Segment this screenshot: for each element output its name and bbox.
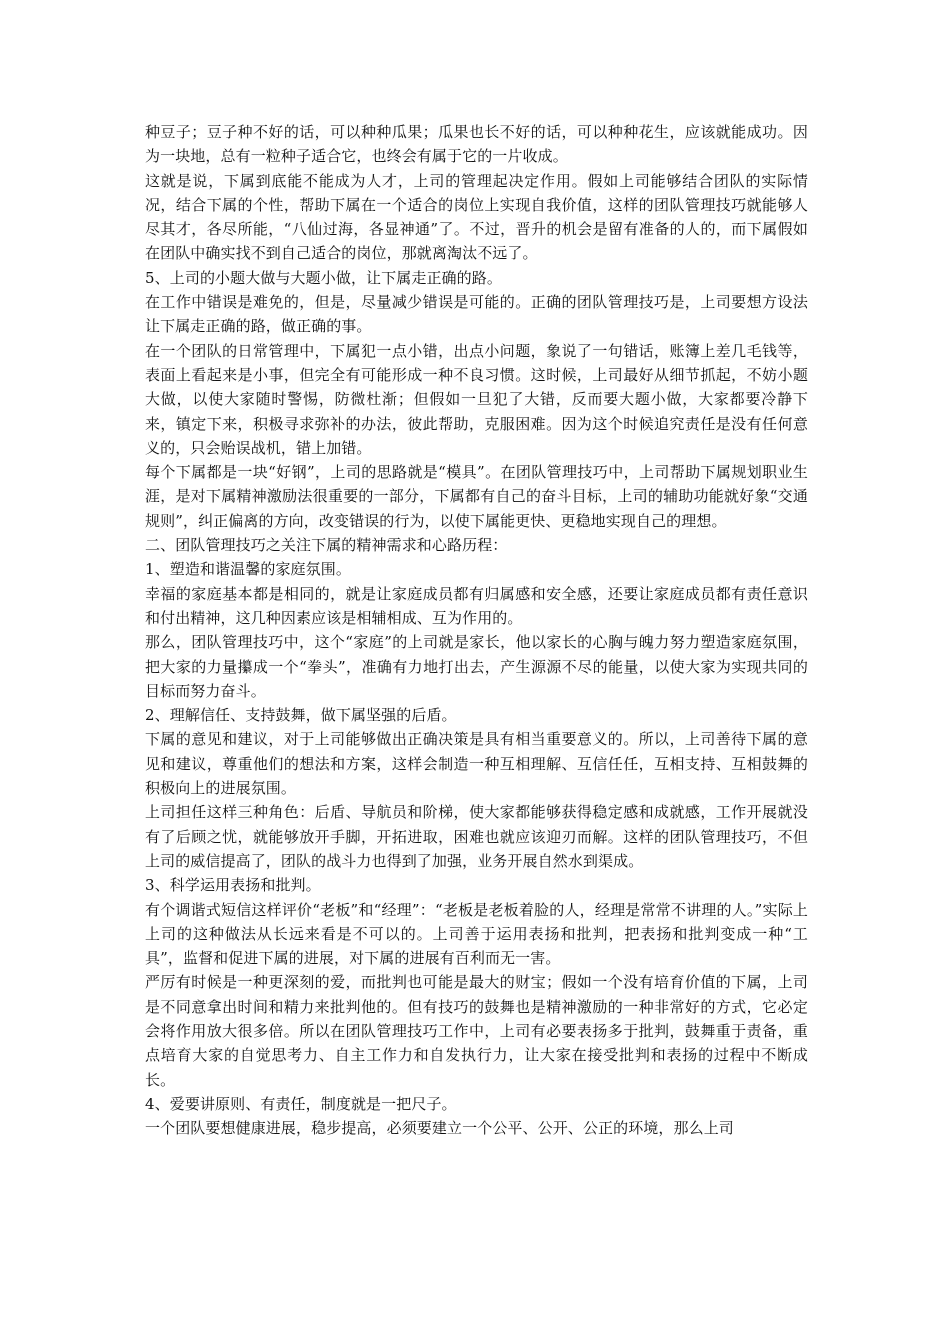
section-heading: 二、团队管理技巧之关注下属的精神需求和心路历程： (145, 536, 508, 555)
document-body (145, 120, 808, 1140)
paragraph: 上司担任这样三种角色：后盾、导航员和阶梯，使大家都能够获得稳定感和成就感，工作开展就没有了后顾之忧，就能够放开手脚，开拓进取，困难也就应该迎刃而解。这样的团队管理技巧，不但上司的威信提高了，团队的战斗力也得到了加强，业务开展自然水到渠成。 (145, 803, 808, 870)
section-heading: 2、理解信任、支持鼓舞，做下属坚强的后盾。 (145, 706, 457, 725)
section-heading: 1、塑造和谐温馨的家庭氛围。 (145, 560, 351, 579)
paragraph: 在一个团队的日常管理中，下属犯一点小错，出点小问题，象说了一句错话，账簿上差几毛钱等，表面上看起来是小事，但完全有可能形成一种不良习惯。这时候，上司最好从细节抓起，不妨小题大做，以使大家随时警惕，防微杜渐；但假如一旦犯了大错，反而要大题小做，大家都要冷静下来，镇定下来，积极寻求弥补的办法，彼此帮助，克服困难。因为这个时候追究责任是没有任何意义的，只会贻误战机，错上加错。 (145, 341, 808, 457)
paragraph: 这就是说，下属到底能不能成为人才，上司的管理起决定作用。假如上司能够结合团队的实际情况，结合下属的个性，帮助下属在一个适合的岗位上实现自我价值，这样的团队管理技巧就能够人尽其才，各尽所能，“八仙过海，各显神通”了。不过，晋升的机会是留有准备的人的，而下属假如在团队中确实找不到自己适合的岗位，那就离淘汰不远了。 (145, 171, 808, 263)
section-heading: 5、上司的小题大做与大题小做，让下属走正确的路。 (145, 268, 502, 287)
paragraph: 幸福的家庭基本都是相同的，就是让家庭成员都有归属感和安全感，还要让家庭成员都有责任意识和付出精神，这几种因素应该是相辅相成、互为作用的。 (145, 584, 808, 627)
paragraph: 每个下属都是一块“好钢”，上司的思路就是“模具”。在团队管理技巧中，上司帮助下属规划职业生涯，是对下属精神激励法很重要的一部分，下属都有自己的奋斗目标，上司的辅助功能就好象“交通规则”，纠正偏离的方向，改变错误的行为，以使下属能更快、更稳地实现自己的理想。 (145, 463, 808, 530)
paragraph: 那么，团队管理技巧中，这个“家庭”的上司就是家长，他以家长的心胸与魄力努力塑造家庭氛围，把大家的力量攥成一个“拳头”，准确有力地打出去，产生源源不尽的能量，以使大家为实现共同的目标而努力奋斗。 (145, 633, 808, 700)
section-heading: 4、爱要讲原则、有责任，制度就是一把尺子。 (145, 1094, 457, 1113)
paragraph: 严厉有时候是一种更深刻的爱，而批判也可能是最大的财宝；假如一个没有培育价值的下属，上司是不同意拿出时间和精力来批判他的。但有技巧的鼓舞也是精神激励的一种非常好的方式，它必定会将作用放大很多倍。所以在团队管理技巧工作中，上司有必要表扬多于批判，鼓舞重于责备，重点培育大家的自觉思考力、自主工作力和自发执行力，让大家在接受批判和表扬的过程中不断成长。 (145, 973, 808, 1089)
paragraph: 种豆子；豆子种不好的话，可以种种瓜果；瓜果也长不好的话，可以种种花生，应该就能成功。因为一块地，总有一粒种子适合它，也终会有属于它的一片收成。 (145, 123, 808, 166)
section-heading: 3、科学运用表扬和批判。 (145, 876, 321, 895)
paragraph: 一个团队要想健康进展，稳步提高，必须要建立一个公平、公开、公正的环境，那么上司 (145, 1119, 734, 1138)
paragraph: 有个调谐式短信这样评价“老板”和“经理”：“老板是老板着脸的人，经理是常常不讲理的人。”实际上上司的这种做法从长远来看是不可以的。上司善于运用表扬和批判，把表扬和批判变成一种“工具”，监督和促进下属的进展，对下属的进展有百利而无一害。 (145, 900, 808, 968)
paragraph: 在工作中错误是难免的，但是，尽量减少错误是可能的。正确的团队管理技巧是，上司要想方设法让下属走正确的路，做正确的事。 (145, 293, 808, 336)
paragraph: 下属的意见和建议，对于上司能够做出正确决策是具有相当重要意义的。所以，上司善待下属的意见和建议，尊重他们的想法和方案，这样会制造一种互相理解、互信任任，互相支持、互相鼓舞的积极向上的进展氛围。 (145, 730, 808, 798)
